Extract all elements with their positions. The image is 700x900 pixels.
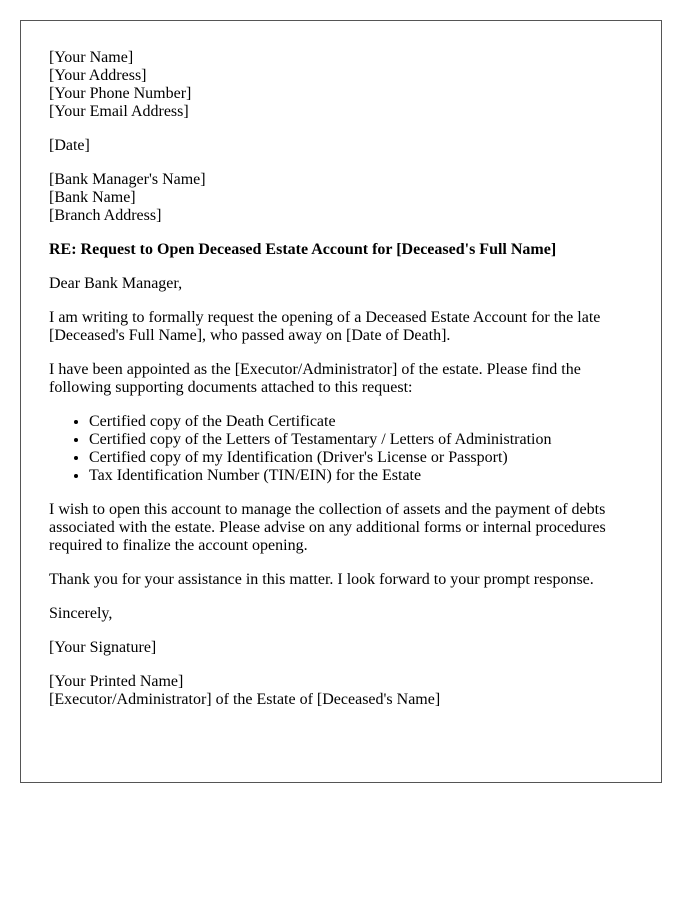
letter-date: [Date] [49,137,90,154]
signer-block [49,673,633,709]
list-item: • Tax Identification Number (TIN/EIN) for the Estate [89,467,633,485]
sender-name: [Your Name] [49,49,134,66]
subject-line: RE: Request to Open Deceased Estate Account for [Deceased's Full Name] [49,241,557,258]
body-paragraph-purpose: I wish to open this account to manage the collection of assets and the payment of debts associated with the estate. Please advise on any additional forms or internal procedures required to finalize the account opening. [49,501,606,554]
list-item: • Certified copy of my Identification (Driver's License or Passport) [89,449,633,467]
sender-address: [Your Address] [49,67,147,84]
body-paragraph-intro: I am writing to formally request the opening of a Deceased Estate Account for the late [Deceased's Full Name], who passed away on [Date of Death]. [49,309,601,344]
sender-phone: [Your Phone Number] [49,85,192,102]
recipient-bank-name: [Bank Name] [49,189,136,206]
printed-name: [Your Printed Name] [49,673,184,690]
list-item: • Certified copy of the Death Certificate [89,413,633,431]
recipient-manager-name: [Bank Manager's Name] [49,171,206,188]
recipient-branch-address: [Branch Address] [49,207,162,224]
salutation: Dear Bank Manager, [49,275,183,292]
recipient-block [49,171,633,225]
closing: Sincerely, [49,605,113,622]
sender-email: [Your Email Address] [49,103,189,120]
sender-block [49,49,633,121]
letter-page [20,20,662,783]
signer-title: [Executor/Administrator] of the Estate of [Deceased's Name] [49,691,441,708]
body-paragraph-appointment: I have been appointed as the [Executor/Administrator] of the estate. Please find the following supporting documents attached to this request: [49,361,581,396]
body-paragraph-thanks: Thank you for your assistance in this matter. I look forward to your prompt response. [49,571,594,588]
signature: [Your Signature] [49,639,157,656]
list-item: • Certified copy of the Letters of Testamentary / Letters of Administration [89,431,633,449]
documents-list [49,413,633,485]
